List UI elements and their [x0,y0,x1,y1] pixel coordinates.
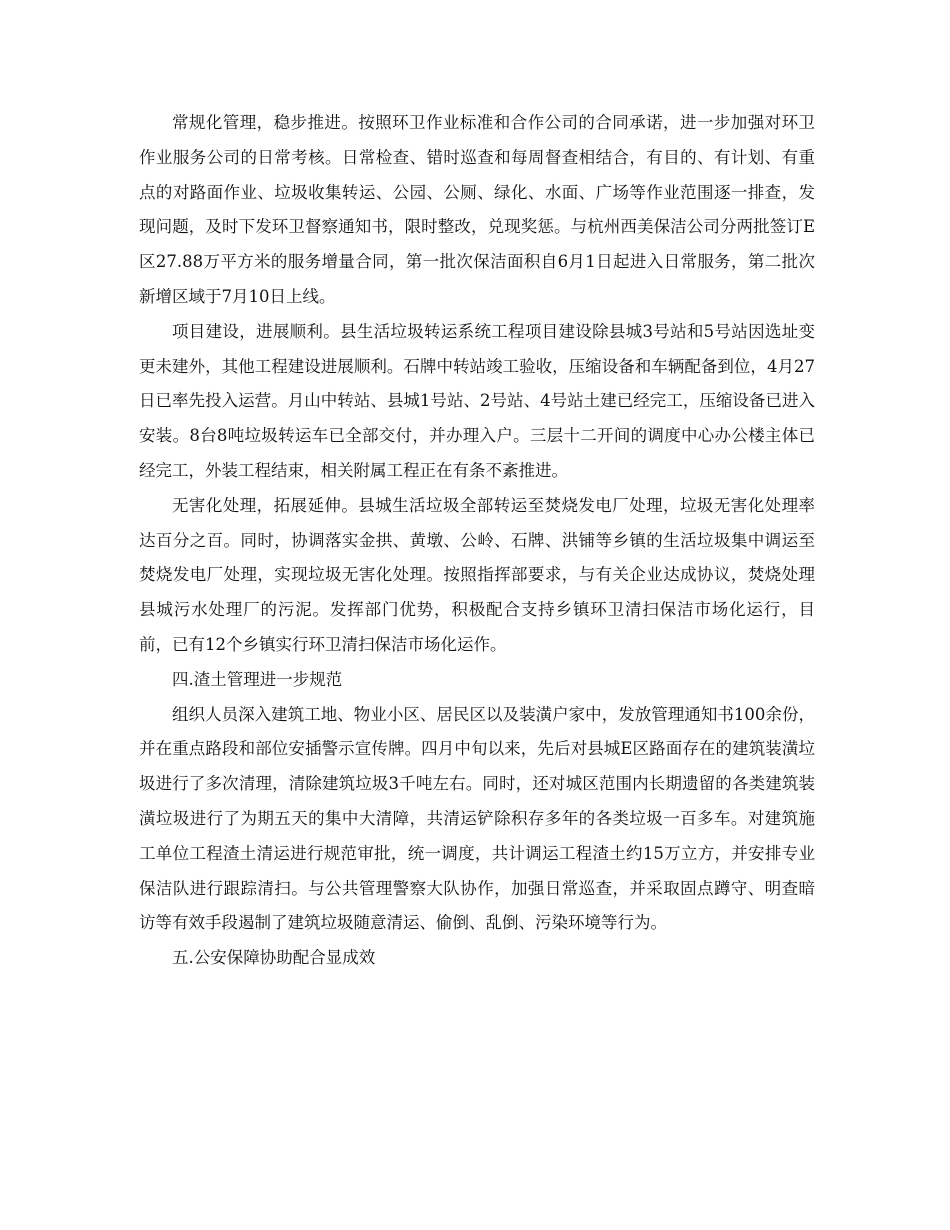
paragraph-harmless-treatment: 无害化处理，拓展延伸。县城生活垃圾全部转运至焚烧发电厂处理，垃圾无害化处理率达百分之百。同时，协调落实金拱、黄墩、公岭、石牌、洪铺等乡镇的生活垃圾集中调运至焚烧发电厂处理，实现垃圾无害化处理。按照指挥部要求，与有关企业达成协议，焚烧处理县城污水处理厂的污泥。发挥部门优势，积极配合支持乡镇环卫清扫保洁市场化运行，目前，已有12个乡镇实行环卫清扫保洁市场化运作。 [139,495,815,654]
section-heading-5: 五.公安保障协助配合显成效 [172,948,376,968]
paragraph-muck-management: 组织人员深入建筑工地、物业小区、居民区以及装潢户家中，发放管理通知书100余份，并在重点路段和部位安插警示宣传牌。四月中旬以来，先后对县城E区路面存在的建筑装潢垃圾进行了多次清理，清除建筑垃圾3千吨左右。同时，还对城区范围内长期遗留的各类建筑装潢垃圾进行了为期五天的集中大清障，共清运铲除积存多年的各类垃圾一百多车。对建筑施工单位工程渣土清运进行规范审批，统一调度，共计调运工程渣土约15万立方，并安排专业保洁队进行跟踪清扫。与公共管理警察大队协作，加强日常巡查，并采取固点蹲守、明查暗访等有效手段遏制了建筑垃圾随意清运、偷倒、乱倒、污染环境等行为。 [139,704,815,933]
document-body [139,106,815,976]
paragraph-project-construction: 项目建设，进展顺利。县生活垃圾转运系统工程项目建设除县城3号站和5号站因选址变更未建外，其他工程建设进展顺利。石牌中转站竣工验收，压缩设备和车辆配备到位，4月27日已率先投入运营。月山中转站、县城1号站、2号站、4号站土建已经完工，压缩设备已进入安装。8台8吨垃圾转运车已全部交付，并办理入户。三层十二开间的调度中心办公楼主体已经完工，外装工程结束，相关附属工程正在有条不紊推进。 [139,321,815,480]
section-heading-4: 四.渣土管理进一步规范 [172,669,343,689]
paragraph-routine-management: 常规化管理，稳步推进。按照环卫作业标准和合作公司的合同承诺，进一步加强对环卫作业服务公司的日常考核。日常检查、错时巡查和每周督查相结合，有目的、有计划、有重点的对路面作业、垃圾收集转运、公园、公厕、绿化、水面、广场等作业范围逐一排查，发现问题，及时下发环卫督察通知书，限时整改，兑现奖惩。与杭州西美保洁公司分两批签订E区27.88万平方米的服务增量合同，第一批次保洁面积自6月1日起进入日常服务，第二批次新增区域于7月10日上线。 [139,113,815,306]
